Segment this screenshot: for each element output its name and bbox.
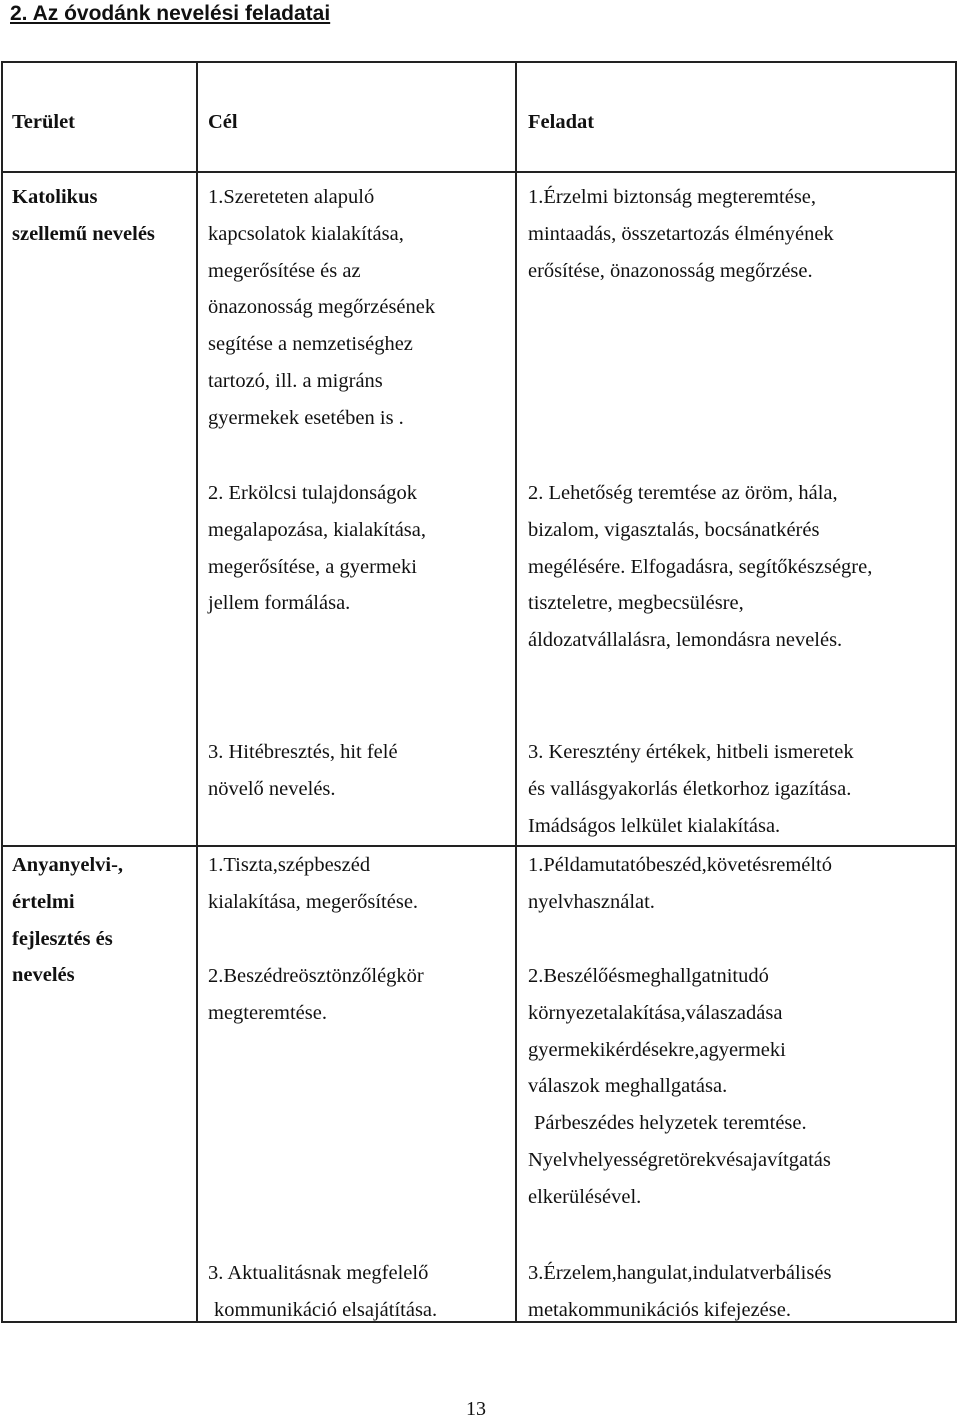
- word: beszéd,: [645, 854, 707, 876]
- goal-language-1: [208, 847, 505, 921]
- goal-line: 3. Aktualitásnak megfelelő: [208, 1262, 429, 1284]
- word: indulat: [692, 1262, 750, 1284]
- word: a: [743, 1148, 753, 1171]
- header-feladat: Feladat: [528, 111, 595, 133]
- word: Példamutató: [543, 854, 646, 876]
- area-catholic: [12, 179, 155, 253]
- task-line-justified: [528, 995, 944, 1032]
- word: a: [773, 1001, 783, 1024]
- task-line: elkerülésével.: [528, 1185, 642, 1208]
- word: a: [699, 1038, 709, 1061]
- word: 2.Beszédre: [208, 965, 299, 987]
- task-line: Imádságos lelkület kialakítása.: [528, 814, 781, 837]
- goal-line: megteremtése.: [208, 1001, 327, 1024]
- area-line: nevelés: [12, 964, 75, 987]
- word: 1.Tiszta,: [208, 854, 278, 876]
- word: légkör: [371, 965, 424, 987]
- task-line: mintaadás, összetartozás élményének: [528, 222, 834, 245]
- task-line: 3. Keresztény értékek, hitbeli ismeretek: [528, 741, 854, 763]
- task-language-3: [528, 1255, 944, 1329]
- goal-language-2: [208, 958, 505, 1032]
- task-line-justified: [528, 1142, 944, 1179]
- task-catholic-3: [528, 734, 854, 844]
- goal-line: önazonosság megőrzésének: [208, 296, 436, 319]
- area-line: fejlesztés és: [12, 927, 113, 950]
- task-catholic-2: [528, 475, 872, 659]
- word: gyermeki: [528, 1038, 606, 1061]
- goal-line: 1.Szereteten alapuló: [208, 186, 375, 208]
- task-line: tiszteletre, megbecsülésre,: [528, 592, 744, 615]
- section-heading: 2. Az óvodánk nevelési feladatai: [10, 2, 331, 25]
- word: válaszadás: [685, 1001, 774, 1024]
- word: hangulat,: [616, 1262, 693, 1284]
- word: 2.: [528, 965, 544, 987]
- goal-line: segítése a nemzetiséghez: [208, 333, 413, 356]
- area-line: Anyanyelvi-,: [12, 854, 124, 876]
- word: Nyelvhelyességre: [528, 1148, 674, 1171]
- task-line: megélésére. Elfogadásra, segítőkészségre,: [528, 555, 873, 578]
- table-left-border: [1, 61, 3, 1323]
- word: törekvés: [673, 1148, 744, 1171]
- goal-catholic-3: [208, 734, 398, 808]
- task-line-justified: [528, 847, 944, 884]
- word: meghallgatni: [625, 965, 733, 987]
- goal-line: tartozó, ill. a migráns: [208, 369, 383, 392]
- table-top-border: [1, 61, 957, 63]
- word: Érzelem,: [543, 1262, 617, 1284]
- task-line-justified: [528, 958, 944, 995]
- word: környezet: [528, 1001, 609, 1024]
- goal-line: megerősítése és az: [208, 259, 361, 282]
- goal-line: kapcsolatok kialakítása,: [208, 222, 404, 245]
- goal-line-justified: [208, 958, 505, 995]
- task-line: metakommunikációs kifejezése.: [528, 1298, 791, 1321]
- word: gyermeki: [708, 1038, 786, 1061]
- column-divider-2: [515, 61, 517, 1323]
- task-line: erősítése, önazonosság megőrzése.: [528, 259, 813, 282]
- word: Beszélő: [543, 965, 609, 987]
- task-line: nyelvhasználat.: [528, 890, 655, 913]
- word: tudó: [732, 965, 769, 987]
- goal-line: jellem formálása.: [208, 592, 351, 615]
- task-line: áldozatvállalásra, lemondásra nevelés.: [528, 629, 843, 652]
- task-line-justified: [528, 1255, 944, 1292]
- goal-catholic-1: [208, 179, 435, 437]
- task-catholic-1: [528, 179, 834, 289]
- word: méltó: [785, 854, 832, 876]
- goal-language-3: [208, 1255, 437, 1329]
- word: követésre: [706, 854, 786, 876]
- goal-line: kommunikáció elsajátítása.: [214, 1298, 438, 1321]
- column-divider-1: [196, 61, 198, 1323]
- word: és: [608, 965, 626, 987]
- area-line: szellemű nevelés: [12, 222, 155, 245]
- word: beszéd: [314, 854, 371, 876]
- area-line: Katolikus: [12, 186, 98, 208]
- page-number: 13: [466, 1398, 486, 1420]
- goal-line: növelő nevelés.: [208, 777, 336, 800]
- word: verbális: [749, 1262, 815, 1284]
- goal-catholic-2: [208, 475, 426, 622]
- word: ösztönző: [298, 965, 372, 987]
- header-terulet: Terület: [12, 111, 76, 133]
- area-language: [12, 847, 123, 994]
- task-line: 1.Érzelmi biztonság megteremtése,: [528, 186, 817, 208]
- task-line: és vallásgyakorlás életkorhoz igazítása.: [528, 777, 852, 800]
- header-row-divider: [1, 171, 957, 173]
- goal-line: 2. Erkölcsi tulajdonságok: [208, 482, 417, 504]
- word: 1.: [528, 854, 544, 876]
- table-right-border: [955, 61, 957, 1323]
- goal-line-justified: [208, 847, 505, 884]
- goal-line: megalapozása, kialakítása,: [208, 518, 426, 541]
- header-cel: Cél: [208, 111, 238, 133]
- word: javítgatás: [752, 1148, 831, 1171]
- word: 3.: [528, 1262, 544, 1284]
- task-line: 2. Lehetőség teremtése az öröm, hála,: [528, 482, 838, 504]
- word: szép: [277, 854, 315, 876]
- task-line: bizalom, vigasztalás, bocsánatkérés: [528, 518, 820, 541]
- task-line-justified: [528, 1032, 944, 1069]
- task-line: Párbeszédes helyzetek teremtése.: [534, 1112, 807, 1135]
- goal-line: megerősítése, a gyermeki: [208, 555, 417, 578]
- task-language-2: [528, 958, 944, 1216]
- area-line: értelmi: [12, 890, 75, 913]
- goal-line: kialakítása, megerősítése.: [208, 890, 419, 913]
- word: és: [814, 1262, 832, 1284]
- task-line: válaszok meghallgatása.: [528, 1075, 728, 1098]
- task-language-1: [528, 847, 944, 921]
- goal-line: 3. Hitébresztés, hit felé: [208, 741, 398, 763]
- word: alakítása,: [608, 1001, 686, 1024]
- goal-line: gyermekek esetében is .: [208, 406, 404, 429]
- word: kérdésekre,: [605, 1038, 700, 1061]
